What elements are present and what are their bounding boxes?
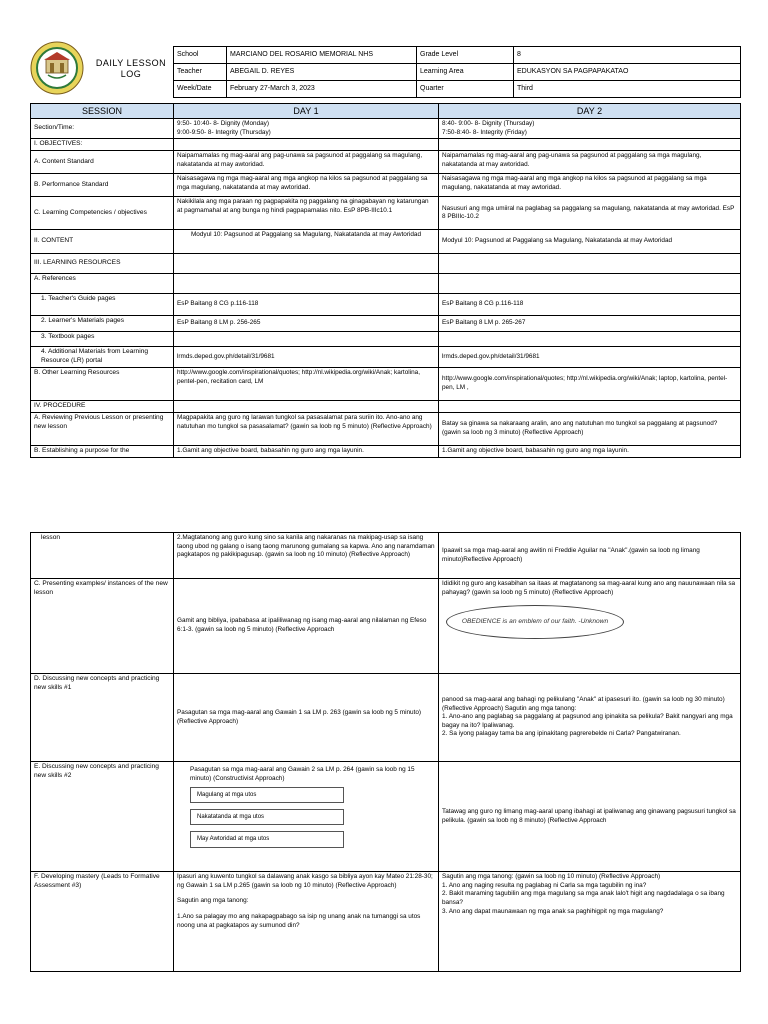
competencies-day2: Nasusuri ang mga umiiral na paglabag sa paggalang sa magulang, nakatatanda at may awtoridad. EsP 8 PBIIIc-10.2 (439, 197, 741, 230)
discuss1-day2: panood sa mag-aaral ang bahagi ng pelikulang "Anak" at ipasesuri ito. (gawin sa loob ng 30 minuto) (Reflective Approach) Sagutin ang mga tanong: 1. Ano-ano ang paglabag sa paggalang at pagsunod ang ipinakita sa pelikula? Bakit nangyari ang mga bagay na ito? Ipaliwanag. 2. Sa iyong palagay tama ba ang ipinakitang pagrerebelde ni Carla? Pangatwiranan. (439, 674, 741, 762)
purpose-label: B. Establishing a purpose for the (31, 445, 174, 457)
content-day2: Modyul 10: Pagsunod at Paggalang sa Magulang, Nakatatanda at may Awtoridad (439, 230, 741, 254)
learners-materials-day2: EsP Baitang 8 LM p. 265-267 (439, 316, 741, 332)
examples-label: C. Presenting examples/ instances of the new lesson (31, 579, 174, 674)
additional-materials-day2: lrmds.deped.gov.ph/detail/31/9681 (439, 347, 741, 368)
quote-oval: OBEDIENCE is an emblem of our faith. -Unknown (446, 605, 624, 639)
day2-header: DAY 2 (439, 104, 741, 119)
additional-materials-label: 4. Additional Materials from Learning Resource (LR) portal (31, 347, 174, 368)
box-awtoridad: May Awtoridad at mga utos (190, 831, 344, 847)
teachers-guide-label: 1. Teacher's Guide pages (31, 294, 174, 316)
teachers-guide-day2: EsP Baitang 8 CG p.116-118 (439, 294, 741, 316)
grade-value: 8 (514, 47, 741, 64)
day1-header: DAY 1 (174, 104, 439, 119)
mastery-label: F. Developing mastery (Leads to Formative Assessment #3) (31, 872, 174, 972)
box-magulang: Magulang at mga utos (190, 787, 344, 803)
session-header: SESSION (31, 104, 174, 119)
week-value: February 27-March 3, 2023 (227, 81, 417, 98)
header-table (173, 46, 741, 98)
mastery-day2: Sagutin ang mga tanong: (gawin sa loob ng 10 minuto) (Reflective Approach) 1. Ano ang naging resulta ng paglabag ni Carla sa mga tagubilin ng ina? 2. Bakit maraming tagubilin ang mga magulang sa mga anak lalo't higit ang nagdadalaga o sa ibang bansa? 3. Ano ang dapat maunawaan ng mga anak sa paghihigpit ng mga magulang? (439, 872, 741, 972)
grade-label: Grade Level (417, 47, 514, 64)
reviewing-day1: Magpapakita ang guro ng larawan tungkol sa pasasalamat para suriin ito. Ano-ano ang natutuhan mo tungkol sa pasasalamat? (gawin sa loob ng 5 minuto) (Reflective Approach) (174, 412, 439, 445)
content-label: II. CONTENT (31, 230, 174, 254)
examples-day1: Gamit ang bibliya, ipababasa at ipaliliwanag ng isang mag-aaral ang nilalaman ng Efeso 6:1-3. (gawin sa loob ng 5 minuto) (Reflective Approach (174, 579, 439, 674)
discuss2-day2: Tatawag ang guro ng limang mag-aaral upang ibahagi at ipaliwanag ang ginawang pagsusuri tungkol sa pelikula. (gawin sa loob ng 8 minuto) (Reflective Approach (439, 762, 741, 872)
purpose-day1: 1.Gamit ang objective board, babasahin ng guro ang mga layunin. (174, 445, 439, 457)
competencies-day1: Nakikilala ang mga paraan ng pagpapakita ng paggalang na ginagabayan ng katarungan at pagmamahal at ang bunga ng hindi pagpapamalas nito. EsP 8PB-IIIc10.1 (174, 197, 439, 230)
discuss1-day1: Pasagutan sa mga mag-aaral ang Gawain 1 sa LM p. 263 (gawin sa loob ng 5 minuto) (Reflective Approach) (174, 674, 439, 762)
competencies-label: C. Learning Competencies / objectives (31, 197, 174, 230)
learners-materials-label: 2. Learner's Materials pages (31, 316, 174, 332)
performance-standard-day1: Naisasagawa ng mga mag-aaral ang mga angkop na kilos sa pagsunod at paggalang sa mga magulang, nakatatanda at may awtoridad. (174, 174, 439, 197)
lesson-label: lesson (31, 533, 174, 579)
lesson-day2: Ipaawit sa mga mag-aaral ang awitin ni Freddie Aguilar na "Anak".(gawin sa loob ng limang minuto)Reflective Approach) (439, 533, 741, 579)
box-nakatatanda: Nakatatanda at mga utos (190, 809, 344, 825)
content-day1: Modyul 10: Pagsunod at Paggalang sa Magulang, Nakatatanda at may Awtoridad (174, 230, 439, 254)
teacher-value: ABEGAIL D. REYES (227, 64, 417, 81)
school-label: School (174, 47, 227, 64)
teachers-guide-day1: EsP Baitang 8 CG p.116-118 (174, 294, 439, 316)
school-logo (30, 41, 84, 95)
content-standard-day1: Naipamamalas ng mag-aaral ang pag-unawa sa pagsunod at paggalang sa magulang, nakatatanda at may awtoridad. (174, 151, 439, 174)
references-label: A. References (31, 274, 174, 294)
quarter-label: Quarter (417, 81, 514, 98)
lesson-table-page1 (30, 103, 741, 458)
section-time-day2: 8:40- 9:00- 8- Dignity (Thursday) 7:50-8:40- 8- Integrity (Friday) (439, 119, 741, 139)
performance-standard-day2: Naisasagawa ng mga mag-aaral ang mga angkop na kilos sa pagsunod at paggalang sa mga magulang, nakatatanda at may awtoridad. (439, 174, 741, 197)
additional-materials-day1: lrmds.deped.gov.ph/detail/31/9681 (174, 347, 439, 368)
content-standard-day2: Naipamamalas ng mag-aaral ang pag-unawa sa pagsunod at paggalang sa mga magulang, nakatatanda at may awtoridad. (439, 151, 741, 174)
performance-standard-label: B. Performance Standard (31, 174, 174, 197)
quarter-value: Third (514, 81, 741, 98)
reviewing-day2: Batay sa ginawa sa nakaraang aralin, ano ang natutuhan mo tungkol sa paggalang at pagsunod? (gawin sa loob ng 3 minuto) (Reflective Approach) (439, 412, 741, 445)
section-time-label: Section/Time: (31, 119, 174, 139)
procedure-label: IV. PROCEDURE (31, 401, 174, 413)
section-time-day1: 9:50- 10:40- 8- Dignity (Monday) 9:00-9:50- 8- Integrity (Thursday) (174, 119, 439, 139)
objectives-label: I. OBJECTIVES: (31, 139, 174, 151)
lesson-table-page2 (30, 532, 741, 972)
discuss2-day1: Pasagutan sa mga mag-aaral ang Gawain 2 sa LM p. 264 (gawin sa loob ng 15 minuto) (Constructivist Approach) Magulang at mga utos Nakatatanda at mga utos May Awtoridad at mga utos (174, 762, 439, 872)
discuss1-label: D. Discussing new concepts and practicing new skills #1 (31, 674, 174, 762)
other-resources-day2: http://www.google.com/inspirational/quotes; http://nl.wikipedia.org/wiki/Anak; laptop, kartolina, pentel-pen, LM , (439, 368, 741, 401)
examples-day2: Ididikit ng guro ang kasabihan sa itaas at magtatanong sa mag-aaral kung ano ang nauunawaan nila sa pahayag? (gawin sa loob ng 5 minuto) (Reflective Approach) OBEDIENCE is an emblem of our faith. -Unknown (439, 579, 741, 674)
area-value: EDUKASYON SA PAGPAPAKATAO (514, 64, 741, 81)
other-resources-label: B. Other Learning Resources (31, 368, 174, 401)
textbook-label: 3. Textbook pages (31, 332, 174, 347)
document-title: DAILY LESSON LOG (95, 58, 167, 80)
area-label: Learning Area (417, 64, 514, 81)
lesson-day1: 2.Magtatanong ang guro kung sino sa kanila ang nakaranas na makipag-usap sa isang taong ubod ng galang o isang taong marunong gumalang sa kapwa. Ano ang naramdaman pagkatapos ng pakikipagusap. (gawin sa loob ng 10 minuto) (Reflective Approach) (174, 533, 439, 579)
reviewing-label: A. Reviewing Previous Lesson or presenting new lesson (31, 412, 174, 445)
week-label: Week/Date (174, 81, 227, 98)
content-standard-label: A. Content Standard (31, 151, 174, 174)
learners-materials-day1: EsP Baitang 8 LM p. 256-265 (174, 316, 439, 332)
discuss2-label: E. Discussing new concepts and practicing new skills #2 (31, 762, 174, 872)
school-value: MARCIANO DEL ROSARIO MEMORIAL NHS (227, 47, 417, 64)
other-resources-day1: http://www.google.com/inspirational/quotes; http://nl.wikipedia.org/wiki/Anak; kartolina, pentel-pen, recitation card, LM (174, 368, 439, 401)
mastery-day1: Ipasuri ang kuwento tungkol sa dalawang anak kasgo sa bibliya ayon kay Mateo 21:28-30; ng Gawain 1 sa LM p.265 (gawin sa loob ng 10 minuto) (Reflective Approach) Sagutin ang mga tanong: 1.Ano sa palagay mo ang nakapagpabago sa isip ng unang anak na tumanggi sa utos noong una at pagkatapos ay sumunod din? (174, 872, 439, 972)
teacher-label: Teacher (174, 64, 227, 81)
resources-label: III. LEARNING RESOURCES (31, 254, 174, 274)
purpose-day2: 1.Gamit ang objective board, babasahin ng guro ang mga layunin. (439, 445, 741, 457)
